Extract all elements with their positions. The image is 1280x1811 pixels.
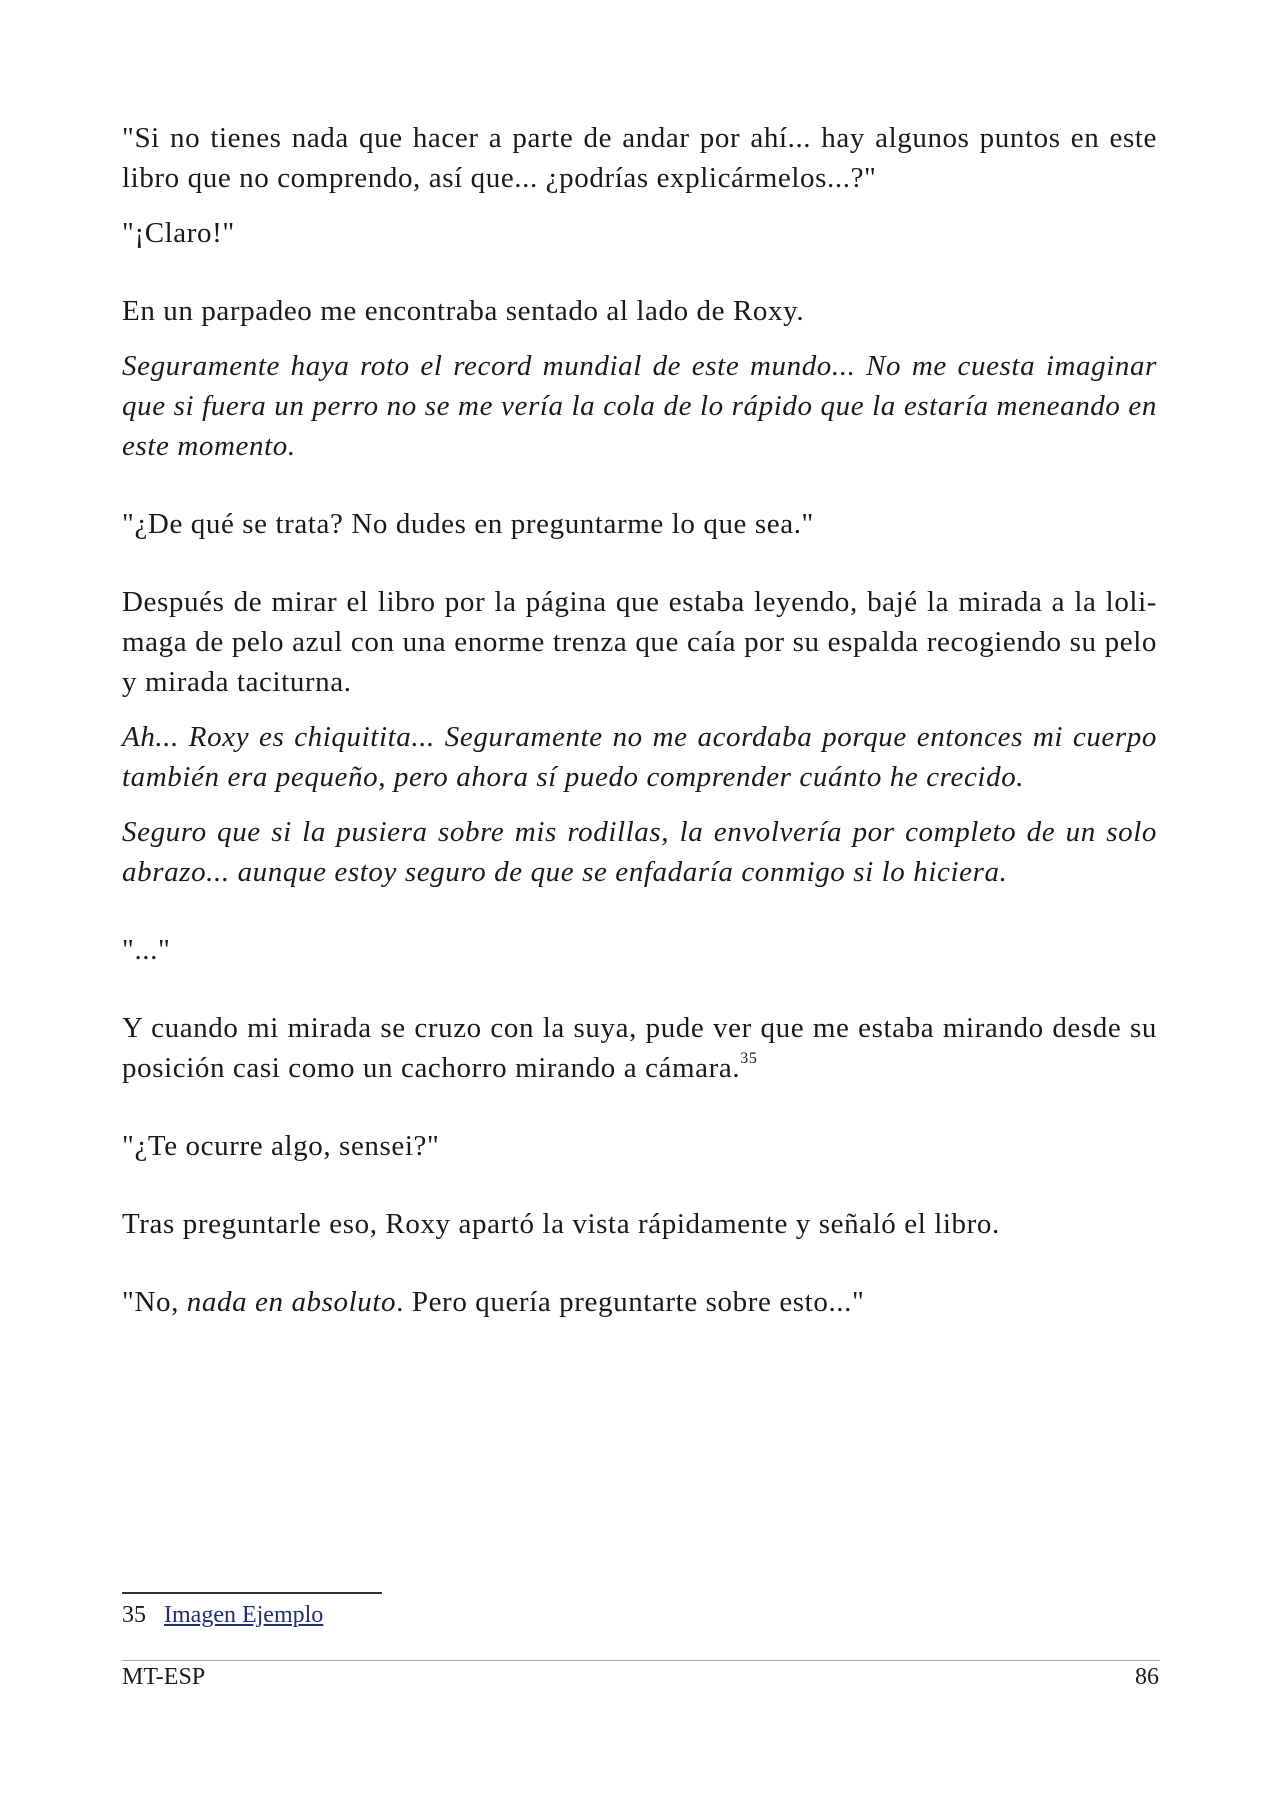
paragraph-text-end: . Pero quería preguntarte sobre esto..."	[396, 1286, 865, 1318]
footnote-marker[interactable]: 35	[740, 1050, 758, 1067]
paragraph-text: Y cuando mi mirada se cruzo con la suya, pude ver que me estaba mirando desde su posición casi como un cachorro mirando a cámara.	[122, 1012, 1157, 1084]
emphasis-text: nada en absoluto	[186, 1286, 397, 1318]
paragraph: Ah... Roxy es chiquitita... Seguramente no me acordaba porque entonces mi cuerpo también era pequeño, pero ahora sí puedo comprender cuánto he crecido.	[122, 721, 1157, 793]
footnote-divider	[122, 1592, 382, 1594]
footer-link[interactable]: MT-ESP	[122, 1664, 206, 1690]
paragraph: "¿De qué se trata? No dudes en preguntarme lo que sea."	[122, 508, 814, 540]
paragraph-with-footnote	[122, 1008, 1157, 1088]
footnote-link[interactable]: Imagen Ejemplo	[164, 1602, 324, 1628]
paragraph: "¡Claro!"	[122, 217, 235, 249]
footer-divider	[122, 1660, 1160, 1661]
footnote	[122, 1599, 323, 1631]
paragraph-text-start: "No,	[122, 1286, 187, 1318]
paragraph: Seguro que si la pusiera sobre mis rodillas, la envolvería por completo de un solo abrazo... aunque estoy seguro de que se enfadaría conmigo si lo hiciera.	[122, 816, 1157, 888]
page-body	[122, 118, 1157, 1337]
footnote-number: 35	[122, 1602, 146, 1628]
paragraph: "Si no tienes nada que hacer a parte de andar por ahí... hay algunos puntos en este libro que no comprendo, así que... ¿podrías explicármelos...?"	[122, 122, 1157, 194]
paragraph: Tras preguntarle eso, Roxy apartó la vista rápidamente y señaló el libro.	[122, 1208, 1000, 1240]
paragraph: "..."	[122, 934, 171, 966]
paragraph	[122, 1282, 1157, 1322]
paragraph: "¿Te ocurre algo, sensei?"	[122, 1130, 440, 1162]
paragraph: En un parpadeo me encontraba sentado al lado de Roxy.	[122, 295, 805, 327]
page-number: 86	[1135, 1664, 1159, 1690]
paragraph: Después de mirar el libro por la página que estaba leyendo, bajé la mirada a la loli-maga de pelo azul con una enorme trenza que caía por su espalda recogiendo su pelo y mirada taciturna.	[122, 586, 1157, 698]
footer-left	[122, 1661, 205, 1693]
paragraph: Seguramente haya roto el record mundial de este mundo... No me cuesta imaginar que si fuera un perro no se me vería la cola de lo rápido que la estaría meneando en este momento.	[122, 350, 1157, 462]
